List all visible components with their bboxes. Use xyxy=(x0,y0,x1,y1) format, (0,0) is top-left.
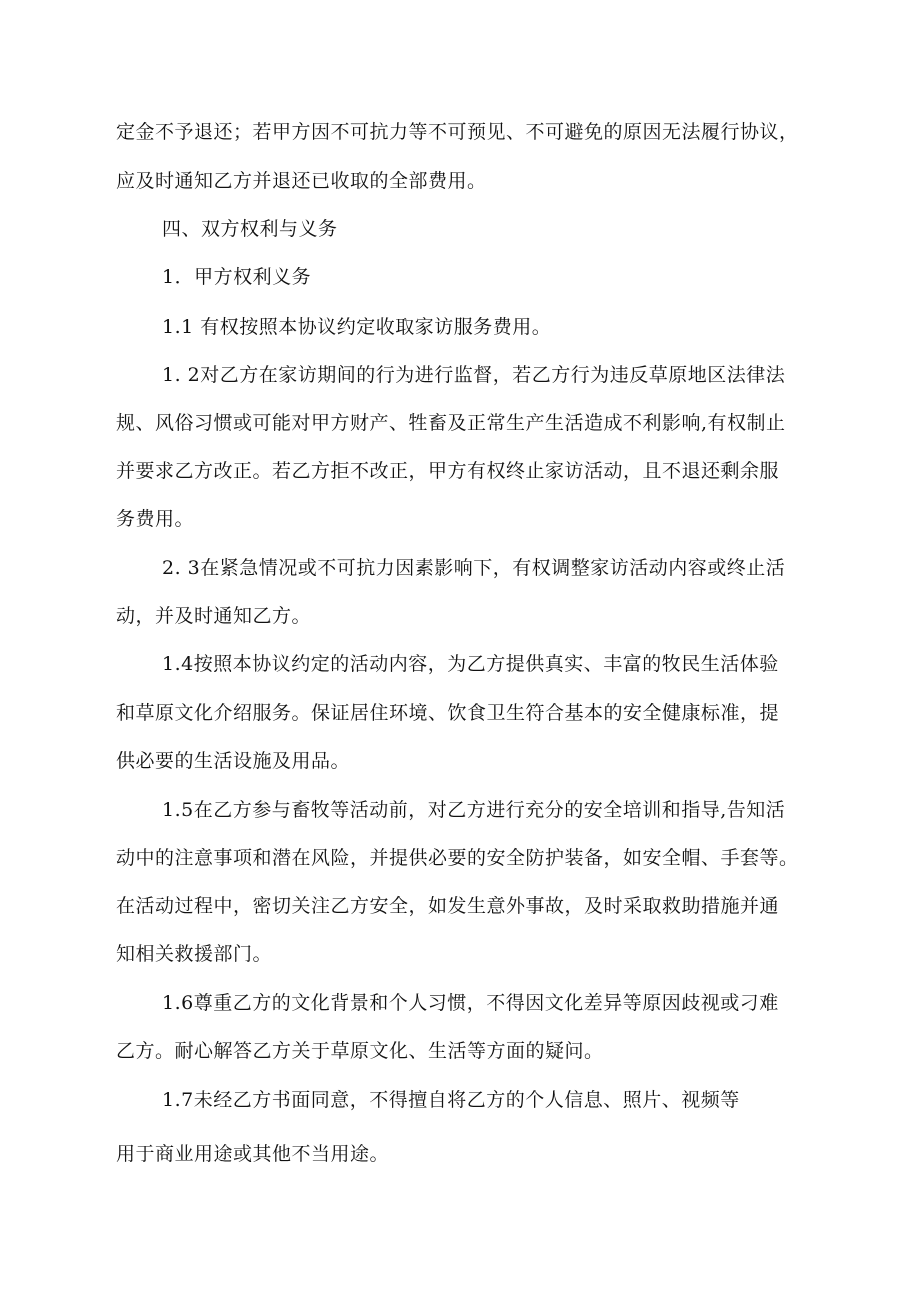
clause-line: 1. 2对乙方在家访期间的行为进行监督，若乙方行为违反草原地区法律法 xyxy=(162,364,786,386)
text-line: 规、风俗习惯或可能对甲方财产、牲畜及正常生产生活造成不利影响,有权制止 xyxy=(116,412,786,434)
text-line: 在活动过程中，密切关注乙方安全，如发生意外事故，及时采取救助措施并通 xyxy=(116,895,780,917)
clause-line: 1.1 有权按照本协议约定收取家访服务费用。 xyxy=(162,316,552,338)
subsection-heading: 1．甲方权利义务 xyxy=(162,266,312,288)
text-line: 知相关救援部门。 xyxy=(116,943,273,965)
text-line: 应及时通知乙方并退还已收取的全部费用。 xyxy=(116,170,487,192)
text-line: 和草原文化介绍服务。保证居住环境、饮食卫生符合基本的安全健康标准，提 xyxy=(116,702,780,724)
clause-line: 1.7未经乙方书面同意，不得擅自将乙方的个人信息、照片、视频等 xyxy=(162,1089,740,1111)
text-line: 动，并及时通知乙方。 xyxy=(116,605,312,627)
text-line: 定金不予退还；若甲方因不可抗力等不可预见、不可避免的原因无法履行协议， xyxy=(116,121,799,143)
text-line: 用于商业用途或其他不当用途。 xyxy=(116,1143,390,1165)
text-line: 乙方。耐心解答乙方关于草原文化、生活等方面的疑问。 xyxy=(116,1040,604,1062)
text-line: 供必要的生活设施及用品。 xyxy=(116,750,351,772)
clause-line: 2. 3在紧急情况或不可抗力因素影响下，有权调整家访活动内容或终止活 xyxy=(162,557,786,579)
clause-line: 1.6尊重乙方的文化背景和个人习惯，不得因文化差异等原因歧视或刁难 xyxy=(162,992,779,1014)
clause-line: 1.4按照本协议约定的活动内容，为乙方提供真实、丰富的牧民生活体验 xyxy=(162,653,779,675)
clause-line: 1.5在乙方参与畜牧等活动前，对乙方进行充分的安全培训和指导,告知活 xyxy=(162,799,786,821)
text-line: 并要求乙方改正。若乙方拒不改正，甲方有权终止家访活动，且不退还剩余服 xyxy=(116,460,780,482)
text-line: 动中的注意事项和潜在风险，并提供必要的安全防护装备，如安全帽、手套等。 xyxy=(116,847,799,869)
text-line: 务费用。 xyxy=(116,508,195,530)
section-heading: 四、双方权利与义务 xyxy=(162,218,338,240)
